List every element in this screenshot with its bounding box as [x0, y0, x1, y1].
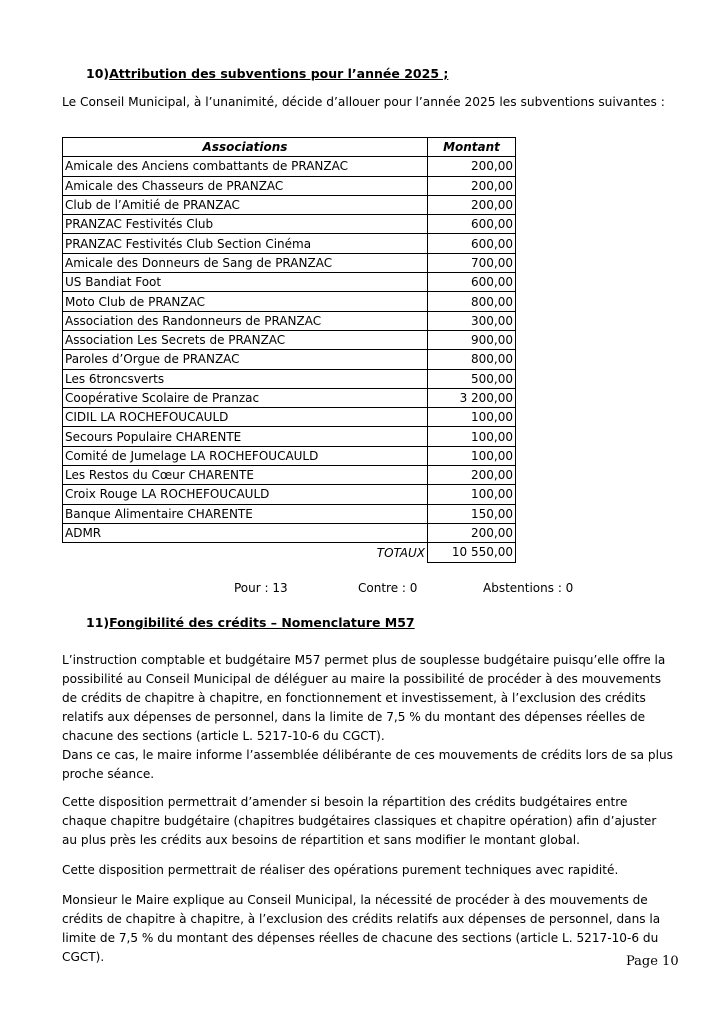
total-amount: 10 550,00 — [428, 543, 516, 562]
association-name: Amicale des Chasseurs de PRANZAC — [63, 176, 428, 195]
association-amount: 700,00 — [428, 253, 516, 272]
association-amount: 200,00 — [428, 466, 516, 485]
section-10-intro: Le Conseil Municipal, à l’unanimité, décide d’allouer pour l’année 2025 les subventions suivantes : — [62, 95, 665, 109]
table-row — [63, 330, 516, 349]
association-amount: 200,00 — [428, 157, 516, 176]
table-row — [63, 292, 516, 311]
section-11-heading — [86, 615, 415, 630]
table-row — [63, 253, 516, 272]
association-amount: 100,00 — [428, 427, 516, 446]
association-amount: 600,00 — [428, 273, 516, 292]
paragraph-disposition-rapidite: Cette disposition permettrait de réaliser des opérations purement techniques avec rapidité. — [62, 863, 619, 877]
association-name: Coopérative Scolaire de Pranzac — [63, 388, 428, 407]
association-name: Croix Rouge LA ROCHEFOUCAULD — [63, 485, 428, 504]
table-row — [63, 523, 516, 542]
table-row — [63, 234, 516, 253]
association-amount: 800,00 — [428, 350, 516, 369]
table-row — [63, 215, 516, 234]
association-amount: 800,00 — [428, 292, 516, 311]
association-amount: 100,00 — [428, 408, 516, 427]
association-name: Comité de Jumelage LA ROCHEFOUCAULD — [63, 446, 428, 465]
association-name: Paroles d’Orgue de PRANZAC — [63, 350, 428, 369]
page-number: Page 10 — [626, 954, 679, 969]
vote-pour: Pour : 13 — [234, 581, 288, 595]
association-amount: 100,00 — [428, 485, 516, 504]
table-row — [63, 369, 516, 388]
table-row — [63, 446, 516, 465]
vote-contre: Contre : 0 — [358, 581, 418, 595]
paragraph-maire-explique: Monsieur le Maire explique au Conseil Municipal, la nécessité de procéder à des mouvements de crédits de chapitre à chapitre, à l’exclusion des crédits relatifs aux dépenses de personnel, dans la limite de 7,5 % du montant des dépenses réelles de chacune des sections (article L. 5217-10-6 du CGCT). — [62, 893, 661, 964]
association-name: ADMR — [63, 523, 428, 542]
association-amount: 600,00 — [428, 234, 516, 253]
association-amount: 150,00 — [428, 504, 516, 523]
association-name: Amicale des Donneurs de Sang de PRANZAC — [63, 253, 428, 272]
total-label: TOTAUX — [63, 543, 428, 562]
association-name: Les 6troncsverts — [63, 369, 428, 388]
section-10-heading — [86, 66, 448, 81]
association-name: Banque Alimentaire CHARENTE — [63, 504, 428, 523]
association-name: Association des Randonneurs de PRANZAC — [63, 311, 428, 330]
association-name: Secours Populaire CHARENTE — [63, 427, 428, 446]
table-header-row — [63, 138, 516, 157]
table-row — [63, 466, 516, 485]
association-name: Association Les Secrets de PRANZAC — [63, 330, 428, 349]
section-11-title: Fongibilité des crédits – Nomenclature M57 — [109, 615, 415, 630]
association-amount: 100,00 — [428, 446, 516, 465]
paragraph-m57-instruction: L’instruction comptable et budgétaire M57 permet plus de souplesse budgétaire puisqu’elle offre la possibilité au Conseil Municipal de déléguer au maire la possibilité de procéder à des mouvements de crédits de chapitre à chapitre, en fonctionnement et investissement, à l’exclusion des crédits relatifs aux dépenses de personnel, dans la limite de 7,5 % du montant des dépenses réelles de chacune des sections (article L. 5217-10-6 du CGCT). — [62, 653, 666, 743]
paragraph-maire-informe: Dans ce cas, le maire informe l’assemblée délibérante de ces mouvements de crédits lors de sa plus proche séance. — [62, 748, 673, 781]
header-montant: Montant — [428, 138, 516, 157]
table-total-row — [63, 543, 516, 562]
table-row — [63, 408, 516, 427]
table-row — [63, 350, 516, 369]
subsidies-table — [62, 137, 516, 563]
table-row — [63, 157, 516, 176]
association-amount: 200,00 — [428, 176, 516, 195]
association-amount: 200,00 — [428, 523, 516, 542]
table-row — [63, 504, 516, 523]
table-row — [63, 485, 516, 504]
association-amount: 600,00 — [428, 215, 516, 234]
association-name: Club de l’Amitié de PRANZAC — [63, 195, 428, 214]
vote-abstentions: Abstentions : 0 — [483, 581, 574, 595]
table-row — [63, 176, 516, 195]
table-row — [63, 311, 516, 330]
association-amount: 500,00 — [428, 369, 516, 388]
section-10-title: Attribution des subventions pour l’année 2025 ; — [109, 66, 449, 81]
table-row — [63, 427, 516, 446]
association-name: Moto Club de PRANZAC — [63, 292, 428, 311]
association-name: US Bandiat Foot — [63, 273, 428, 292]
association-amount: 300,00 — [428, 311, 516, 330]
header-associations: Associations — [63, 138, 428, 157]
association-name: PRANZAC Festivités Club — [63, 215, 428, 234]
table-row — [63, 195, 516, 214]
paragraph-disposition-amender: Cette disposition permettrait d’amender si besoin la répartition des crédits budgétaires entre chaque chapitre budgétaire (chapitres budgétaires classiques et chapitre opération) afin d’ajuster au plus près les crédits aux besoins de répartition et sans modifier le montant global. — [62, 795, 657, 847]
association-name: CIDIL LA ROCHEFOUCAULD — [63, 408, 428, 427]
association-amount: 3 200,00 — [428, 388, 516, 407]
association-amount: 200,00 — [428, 195, 516, 214]
association-name: Amicale des Anciens combattants de PRANZAC — [63, 157, 428, 176]
association-name: Les Restos du Cœur CHARENTE — [63, 466, 428, 485]
association-amount: 900,00 — [428, 330, 516, 349]
section-10-number: 10) — [86, 66, 110, 81]
table-row — [63, 388, 516, 407]
table-row — [63, 273, 516, 292]
association-name: PRANZAC Festivités Club Section Cinéma — [63, 234, 428, 253]
section-11-number: 11) — [86, 615, 110, 630]
